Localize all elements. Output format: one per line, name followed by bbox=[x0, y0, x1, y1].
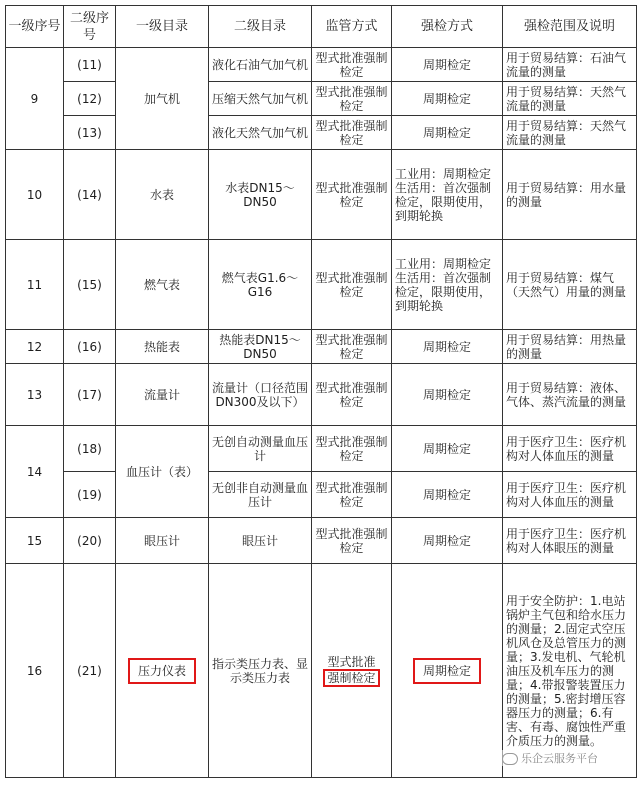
cell-no1: 15 bbox=[6, 518, 64, 564]
cell-no2: (21) bbox=[64, 564, 116, 778]
cell-cat2: 热能表DN15～DN50 bbox=[209, 330, 312, 364]
header-supervision: 监管方式 bbox=[312, 6, 392, 48]
cell-scope: 用于贸易结算：煤气（天然气）用量的测量 bbox=[503, 240, 637, 330]
cell-inspection: 周期检定 bbox=[392, 116, 503, 150]
cell-supervision: 型式批准强制检定 bbox=[312, 472, 392, 518]
cell-scope: 用于贸易结算：液体、气体、蒸汽流量的测量 bbox=[503, 364, 637, 426]
table-row bbox=[6, 330, 637, 364]
table-row bbox=[6, 116, 637, 150]
table-row bbox=[6, 150, 637, 240]
cell-cat2: 指示类压力表、显示类压力表 bbox=[209, 564, 312, 778]
highlight-box: 压力仪表 bbox=[128, 658, 196, 684]
cell-cat1: 加气机 bbox=[116, 48, 209, 150]
header-scope: 强检范围及说明 bbox=[503, 6, 637, 48]
cell-scope: 用于贸易结算：天然气流量的测量 bbox=[503, 116, 637, 150]
cell-supervision: 型式批准强制检定 bbox=[312, 150, 392, 240]
cell-cat2: 水表DN15～DN50 bbox=[209, 150, 312, 240]
cell-cat1: 热能表 bbox=[116, 330, 209, 364]
cell-inspection bbox=[392, 564, 503, 778]
cell-no2: (15) bbox=[64, 240, 116, 330]
cell-no2: (12) bbox=[64, 82, 116, 116]
cell-no2: (18) bbox=[64, 426, 116, 472]
cell-no2: (16) bbox=[64, 330, 116, 364]
metrology-catalog-table bbox=[5, 5, 637, 778]
cell-cat1: 眼压计 bbox=[116, 518, 209, 564]
cell-inspection: 周期检定 bbox=[392, 364, 503, 426]
cell-scope: 用于贸易结算：天然气流量的测量 bbox=[503, 82, 637, 116]
cell-inspection: 周期检定 bbox=[392, 82, 503, 116]
cell-inspection: 周期检定 bbox=[392, 426, 503, 472]
cell-inspection: 周期检定 bbox=[392, 472, 503, 518]
table-row bbox=[6, 364, 637, 426]
cell-scope: 用于贸易结算：石油气流量的测量 bbox=[503, 48, 637, 82]
wechat-icon bbox=[502, 753, 518, 765]
cell-supervision: 型式批准强制检定 bbox=[312, 116, 392, 150]
cell-inspection: 周期检定 bbox=[392, 518, 503, 564]
cell-no1: 11 bbox=[6, 240, 64, 330]
cell-inspection: 周期检定 bbox=[392, 48, 503, 82]
watermark-text: 乐企云服务平台 bbox=[521, 752, 598, 765]
cell-supervision: 型式批准强制检定 bbox=[312, 518, 392, 564]
header-level2-category: 二级目录 bbox=[209, 6, 312, 48]
header-inspection: 强检方式 bbox=[392, 6, 503, 48]
cell-scope: 用于医疗卫生：医疗机构对人体眼压的测量 bbox=[503, 518, 637, 564]
cell-cat2: 眼压计 bbox=[209, 518, 312, 564]
cell-cat1: 燃气表 bbox=[116, 240, 209, 330]
table-row bbox=[6, 82, 637, 116]
cell-no2: (20) bbox=[64, 518, 116, 564]
supervision-text: 型式批准 bbox=[327, 654, 376, 669]
cell-cat2: 液化石油气加气机 bbox=[209, 48, 312, 82]
cell-inspection: 周期检定 bbox=[392, 330, 503, 364]
cell-no1: 13 bbox=[6, 364, 64, 426]
cell-no1: 10 bbox=[6, 150, 64, 240]
cell-supervision: 型式批准强制检定 bbox=[312, 48, 392, 82]
cell-cat2: 燃气表G1.6～G16 bbox=[209, 240, 312, 330]
header-row bbox=[6, 6, 637, 48]
cell-no2: (17) bbox=[64, 364, 116, 426]
table-row bbox=[6, 48, 637, 82]
table-row bbox=[6, 518, 637, 564]
cell-scope: 用于医疗卫生：医疗机构对人体血压的测量 bbox=[503, 472, 637, 518]
header-level1-no: 一级序号 bbox=[6, 6, 64, 48]
cell-cat1: 流量计 bbox=[116, 364, 209, 426]
table-row bbox=[6, 426, 637, 472]
header-level2-no: 二级序号 bbox=[64, 6, 116, 48]
cell-no1: 9 bbox=[6, 48, 64, 150]
table-row bbox=[6, 564, 637, 778]
highlight-box: 强制检定 bbox=[323, 669, 379, 687]
highlight-box: 周期检定 bbox=[413, 658, 481, 684]
cell-cat2: 无创非自动测量血压计 bbox=[209, 472, 312, 518]
header-level1-category: 一级目录 bbox=[116, 6, 209, 48]
cell-scope: 用于安全防护：1.电站锅炉主气包和给水压力的测量；2.固定式空压机风仓及总管压力的测量；3.发电机、气轮机油压及机车压力的测量；4.带报警装置压力的测量；5.密封增压容器压力的测量；6.有害、有毒、腐蚀性严重介质压力的测量。 bbox=[503, 564, 637, 778]
table-row bbox=[6, 240, 637, 330]
cell-no2: (19) bbox=[64, 472, 116, 518]
cell-scope: 用于贸易结算：用热量的测量 bbox=[503, 330, 637, 364]
cell-supervision: 型式批准强制检定 bbox=[312, 240, 392, 330]
cell-supervision: 型式批准强制检定 bbox=[312, 426, 392, 472]
cell-no2: (11) bbox=[64, 48, 116, 82]
cell-cat2: 液化天然气加气机 bbox=[209, 116, 312, 150]
cell-cat2: 流量计（口径范围DN300及以下） bbox=[209, 364, 312, 426]
cell-supervision: 型式批准强制检定 bbox=[312, 364, 392, 426]
cell-inspection: 工业用：周期检定生活用：首次强制检定，限期使用，到期轮换 bbox=[392, 150, 503, 240]
cell-no2: (14) bbox=[64, 150, 116, 240]
cell-cat1 bbox=[116, 564, 209, 778]
cell-cat1: 水表 bbox=[116, 150, 209, 240]
table-row bbox=[6, 472, 637, 518]
cell-no1: 12 bbox=[6, 330, 64, 364]
cell-no1: 16 bbox=[6, 564, 64, 778]
cell-supervision bbox=[312, 564, 392, 778]
cell-supervision: 型式批准强制检定 bbox=[312, 330, 392, 364]
cell-no2: (13) bbox=[64, 116, 116, 150]
cell-scope: 用于医疗卫生：医疗机构对人体血压的测量 bbox=[503, 426, 637, 472]
cell-scope: 用于贸易结算：用水量的测量 bbox=[503, 150, 637, 240]
watermark bbox=[500, 750, 600, 766]
cell-supervision: 型式批准强制检定 bbox=[312, 82, 392, 116]
cell-cat2: 无创自动测量血压计 bbox=[209, 426, 312, 472]
cell-no1: 14 bbox=[6, 426, 64, 518]
cell-cat2: 压缩天然气加气机 bbox=[209, 82, 312, 116]
cell-cat1: 血压计（表） bbox=[116, 426, 209, 518]
cell-inspection: 工业用：周期检定生活用：首次强制检定，限期使用，到期轮换 bbox=[392, 240, 503, 330]
